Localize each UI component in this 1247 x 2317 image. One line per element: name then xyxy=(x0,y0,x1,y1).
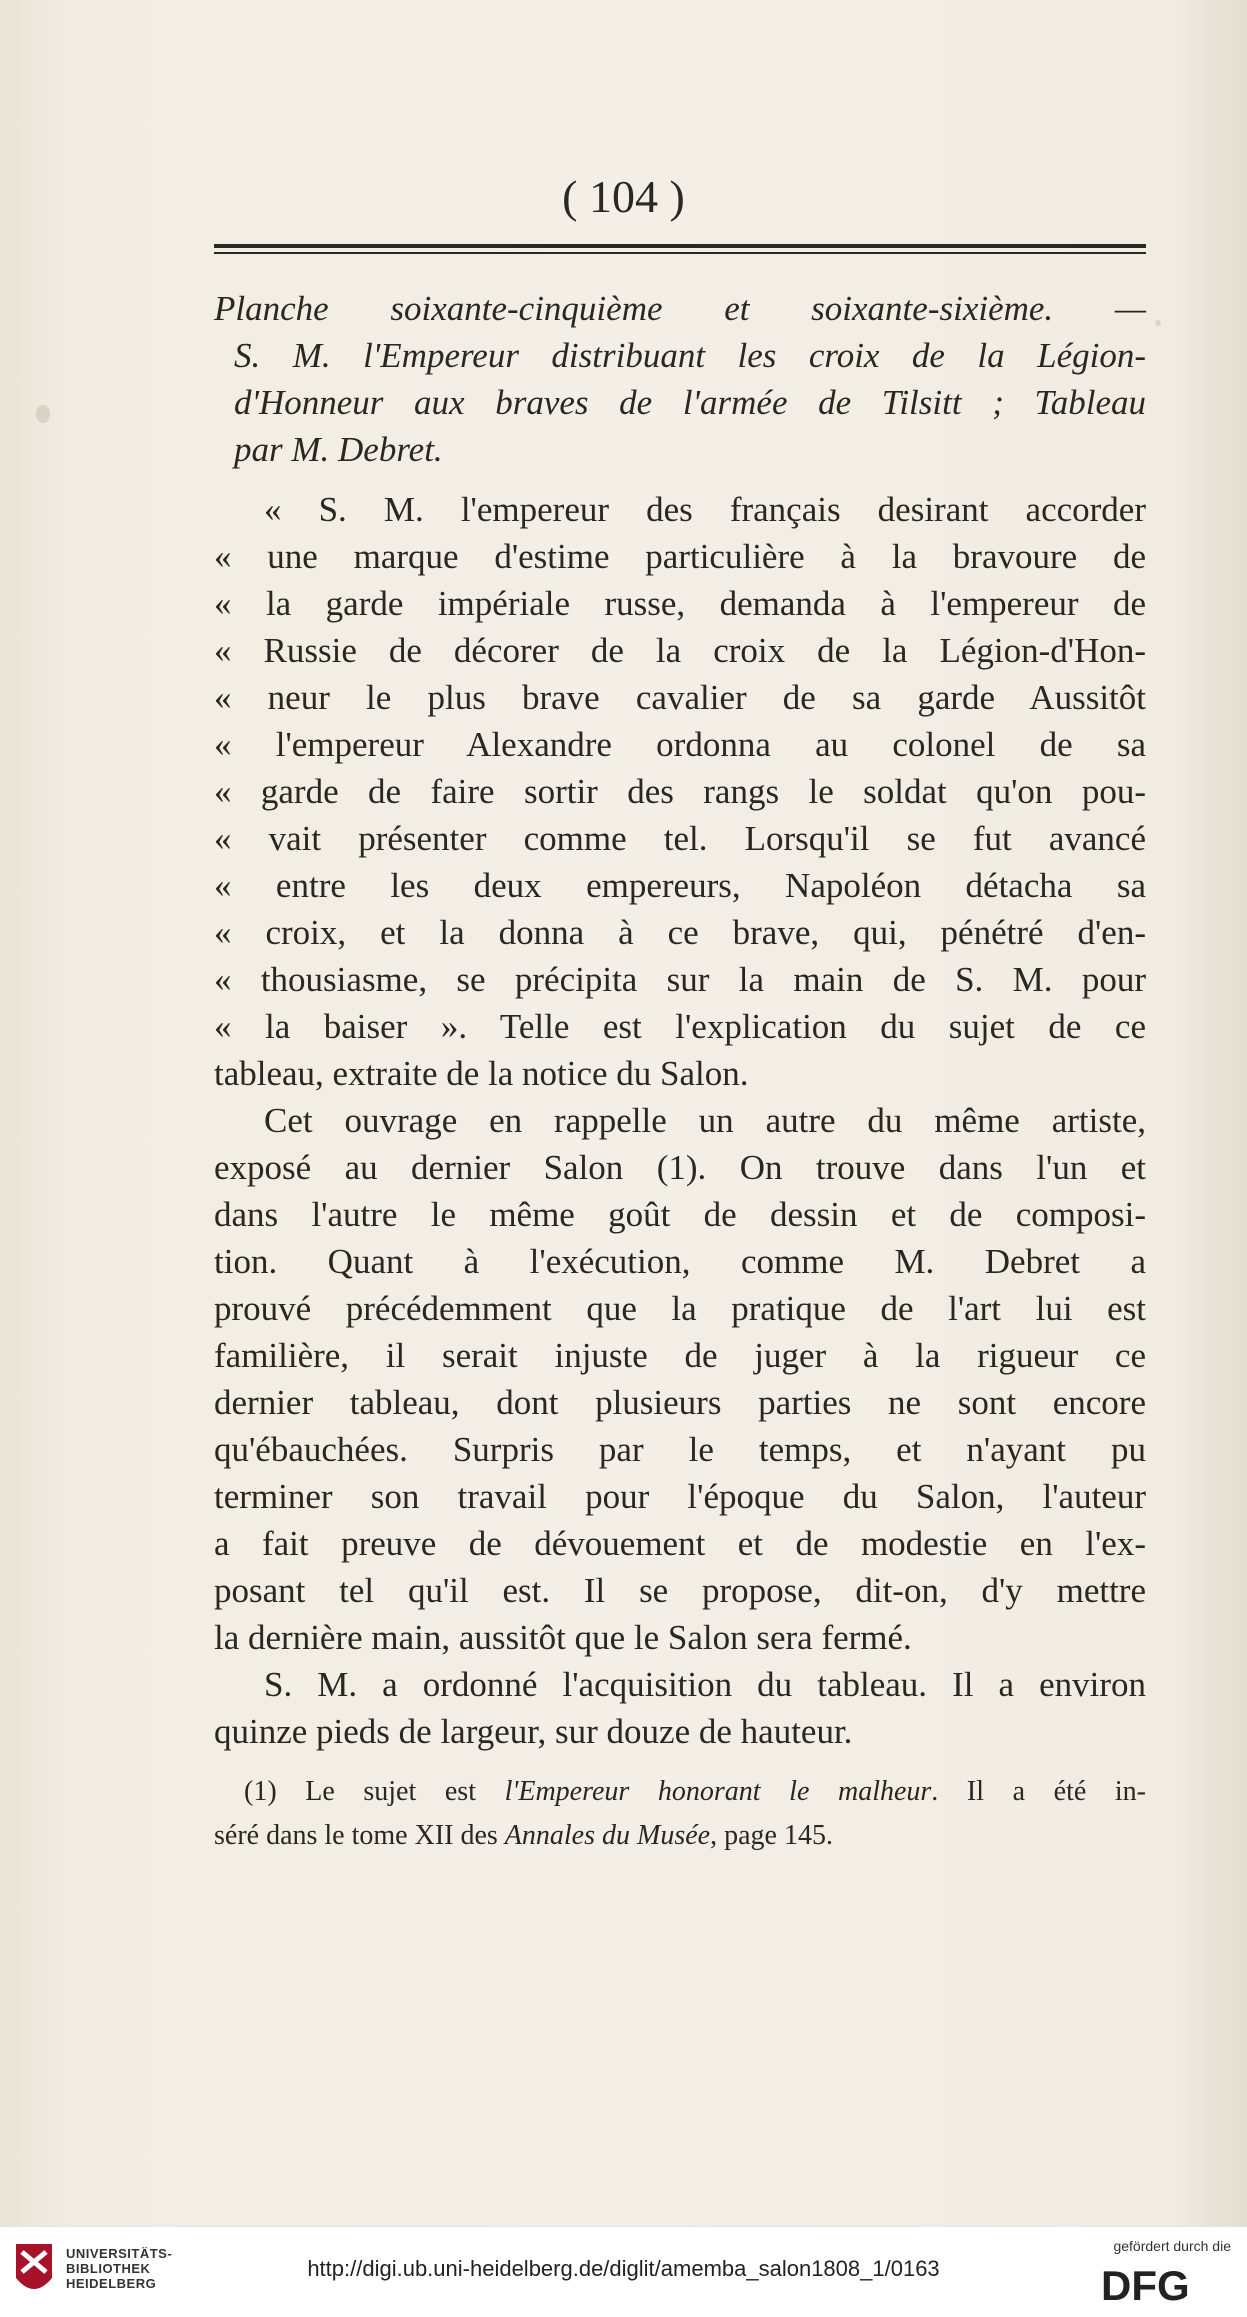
body-line: posant tel qu'il est. Il se propose, dit-on, d'y mettre xyxy=(214,1571,1146,1610)
body-line: Cet ouvrage en rappelle un autre du même artiste, xyxy=(264,1101,1146,1140)
footnote-title: Annales du Musée xyxy=(504,1820,711,1851)
body-line: « Russie de décorer de la croix de la Légion-d'Hon- xyxy=(214,631,1146,670)
dfg-logo-text: DFG xyxy=(1101,2262,1190,2306)
body-line: exposé au dernier Salon (1). On trouve dans l'un et xyxy=(214,1148,1146,1187)
body-line: « neur le plus brave cavalier de sa garde Aussitôt xyxy=(214,678,1146,717)
heading-line: d'Honneur aux braves de l'armée de Tilsitt ; Tableau xyxy=(234,383,1146,422)
header-rule-thin xyxy=(214,252,1146,254)
footnote xyxy=(214,1770,1146,1858)
body-line: familière, il serait injuste de juger à la rigueur ce xyxy=(214,1336,1146,1375)
dfg-logo-icon xyxy=(1101,2262,1231,2306)
body-line: « l'empereur Alexandre ordonna au colonel de sa xyxy=(214,725,1146,764)
body-line: prouvé précédemment que la pratique de l'art lui est xyxy=(214,1289,1146,1328)
heading-line: Planche soixante-cinquième et soixante-sixième. — xyxy=(214,289,1146,328)
footnote-title: l'Empereur honorant le malheur xyxy=(504,1776,932,1807)
body-line: la dernière main, aussitôt que le Salon sera fermé. xyxy=(214,1618,912,1657)
body-text xyxy=(214,486,1146,1755)
library-name-line: BIBLIOTHEK xyxy=(66,2261,151,2276)
library-name-line: HEIDELBERG xyxy=(66,2276,157,2291)
footnote-text: (1) Le sujet est xyxy=(244,1776,505,1807)
body-line: S. M. a ordonné l'acquisition du tableau. Il a environ xyxy=(264,1665,1146,1704)
body-line: « garde de faire sortir des rangs le soldat qu'on pou- xyxy=(214,772,1146,811)
body-line: quinze pieds de largeur, sur douze de hauteur. xyxy=(214,1712,853,1751)
header-rule xyxy=(214,244,1146,248)
library-name-line: UNIVERSITÄTS- xyxy=(66,2246,173,2261)
body-line: « croix, et la donna à ce brave, qui, pénétré d'en- xyxy=(214,913,1146,952)
heading-line: par M. Debret. xyxy=(234,430,443,469)
body-line: « entre les deux empereurs, Napoléon détacha sa xyxy=(214,866,1146,905)
body-line: terminer son travail pour l'époque du Salon, l'auteur xyxy=(214,1477,1146,1516)
body-line: a fait preuve de dévouement et de modestie en l'ex- xyxy=(214,1524,1146,1563)
body-line: « une marque d'estime particulière à la bravoure de xyxy=(214,537,1146,576)
body-line: dans l'autre le même goût de dessin et de composi- xyxy=(214,1195,1146,1234)
footnote-text: , page 145. xyxy=(710,1820,833,1851)
body-line: « la garde impériale russe, demanda à l'empereur de xyxy=(214,584,1146,623)
funding-label: gefördert durch die xyxy=(1113,2238,1231,2254)
body-line: qu'ébauchées. Surpris par le temps, et n'ayant pu xyxy=(214,1430,1146,1469)
footnote-line xyxy=(214,1770,1146,1814)
page-stain xyxy=(36,405,50,423)
heading-line: S. M. l'Empereur distribuant les croix de la Légion- xyxy=(234,336,1146,375)
footnote-text: séré dans le tome XII des xyxy=(214,1820,505,1851)
body-line: « thousiasme, se précipita sur la main de S. M. pour xyxy=(214,960,1146,999)
body-line: « la baiser ». Telle est l'explication du sujet de ce xyxy=(214,1007,1146,1046)
footnote-line xyxy=(214,1814,1146,1858)
body-line: « S. M. l'empereur des français desirant accorder xyxy=(264,490,1146,529)
permalink[interactable]: http://digi.ub.uni-heidelberg.de/diglit/amemba_salon1808_1/0163 xyxy=(307,2256,940,2281)
plate-heading xyxy=(214,285,1146,473)
body-line: tableau, extraite de la notice du Salon. xyxy=(214,1054,749,1093)
body-line: tion. Quant à l'exécution, comme M. Debret a xyxy=(214,1242,1146,1281)
body-line: « vait présenter comme tel. Lorsqu'il se fut avancé xyxy=(214,819,1146,858)
page-number: ( 104 ) xyxy=(562,171,685,222)
footnote-text: . Il a été in- xyxy=(931,1776,1146,1807)
body-line: dernier tableau, dont plusieurs parties ne sont encore xyxy=(214,1383,1146,1422)
page-stain xyxy=(1155,320,1161,326)
